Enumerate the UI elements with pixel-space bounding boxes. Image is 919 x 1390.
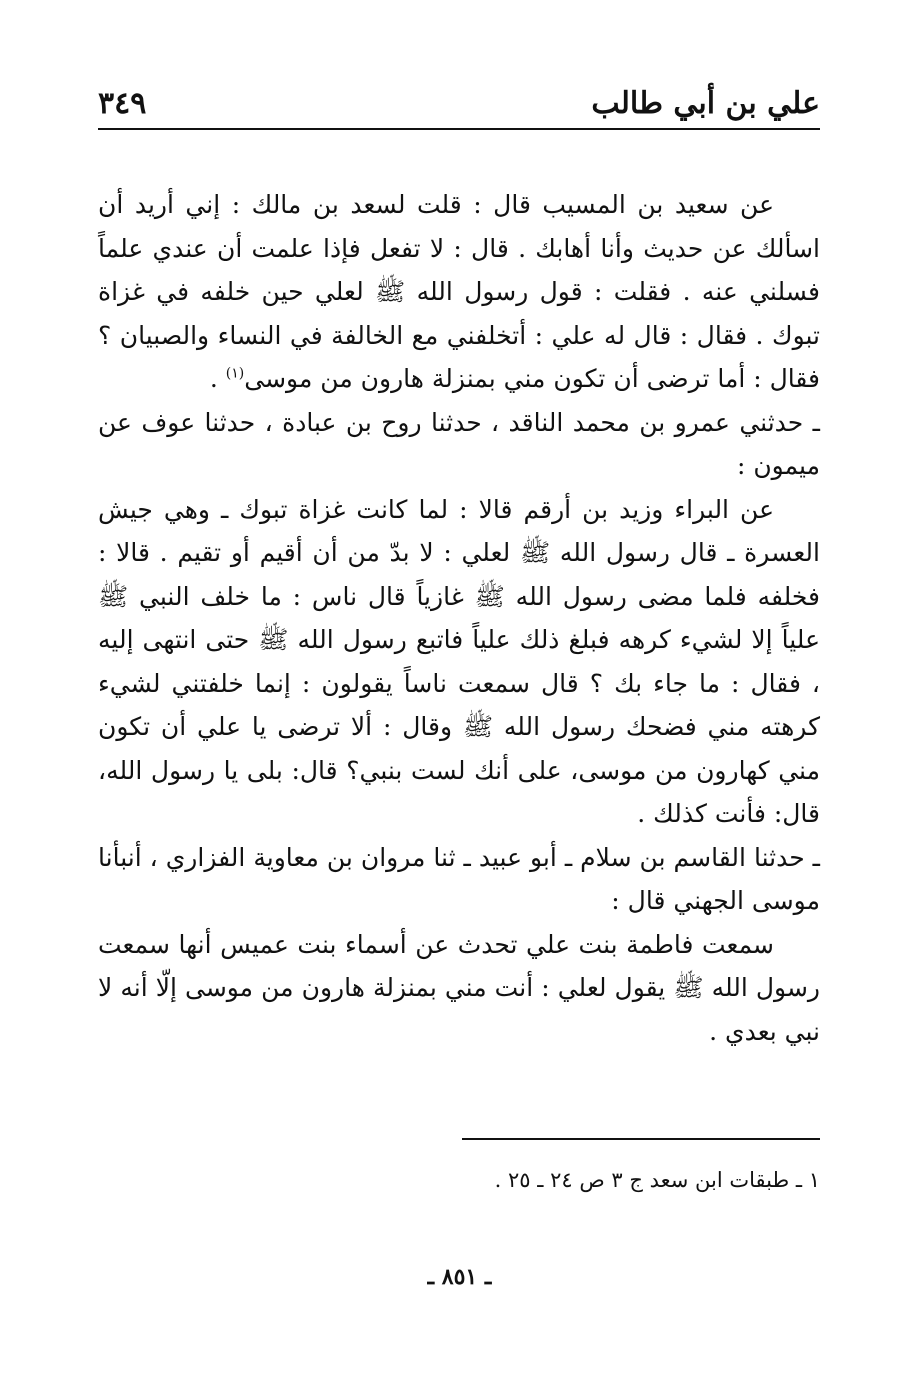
main-text xyxy=(98,183,820,1053)
paragraph-3: عن البراء وزيد بن أرقم قالا : لما كانت غزاة تبوك ـ وهي جيش العسرة ـ قال رسول الله ﷺ لعلي : لا بدّ من أن أقيم أو تقيم . قالا : فخلفه فلما مضى رسول الله ﷺ غازياً قال ناس : ما خلف النبي ﷺ علياً إلا لشيء كرهه فبلغ ذلك علياً فاتبع رسول الله ﷺ حتى انتهى إليه ، فقال : ما جاء بك ؟ قال سمعت ناساً يقولون : إنما خلفتني لشيء كرهته مني فضحك رسول الله ﷺ وقال : ألا ترضى يا علي أن تكون مني كهارون من موسى، على أنك لست بنبي؟ قال: بلى يا رسول الله، قال: فأنت كذلك . xyxy=(98,494,820,828)
header-title: علي بن أبي طالب xyxy=(591,86,820,121)
footnote-rule xyxy=(462,1138,820,1140)
paragraph-2: ـ حدثني عمرو بن محمد الناقد ، حدثنا روح بن عبادة ، حدثنا عوف عن ميمون : xyxy=(98,407,820,480)
paragraph-1-end: . xyxy=(209,364,226,393)
paragraph-1 xyxy=(98,183,820,401)
header-page-number: ٣٤٩ xyxy=(98,86,147,121)
footnote: ١ ـ طبقات ابن سعد ج ٣ ص ٢٤ ـ ٢٥ . xyxy=(494,1168,820,1192)
paragraph-4: ـ حدثنا القاسم بن سلام ـ أبو عبيد ـ ثنا مروان بن معاوية الفزاري ، أنبأنا موسى الجهني قال : xyxy=(98,842,820,915)
footnote-marker: (١) xyxy=(225,365,245,382)
page-number: ـ ٨٥١ ـ xyxy=(427,1264,492,1290)
running-header xyxy=(98,82,820,128)
paragraph-1-text: عن سعيد بن المسيب قال : قلت لسعد بن مالك : إني أريد أن اسألك عن حديث وأنا أهابك . قال : لا تفعل فإذا علمت أن عندي علماً فسلني عنه . فقلت : قول رسول الله ﷺ لعلي حين خلفه في غزاة تبوك . فقال : قال له علي : أتخلفني مع الخالفة في النساء والصبيان ؟ فقال : أما ترضى أن تكون مني بمنزلة هارون من موسى xyxy=(98,190,820,393)
paragraph-5: سمعت فاطمة بنت علي تحدث عن أسماء بنت عميس أنها سمعت رسول الله ﷺ يقول لعلي : أنت مني بمنزلة هارون من موسى إلّا أنه لا نبي بعدي . xyxy=(98,929,820,1046)
header-rule xyxy=(98,128,820,130)
